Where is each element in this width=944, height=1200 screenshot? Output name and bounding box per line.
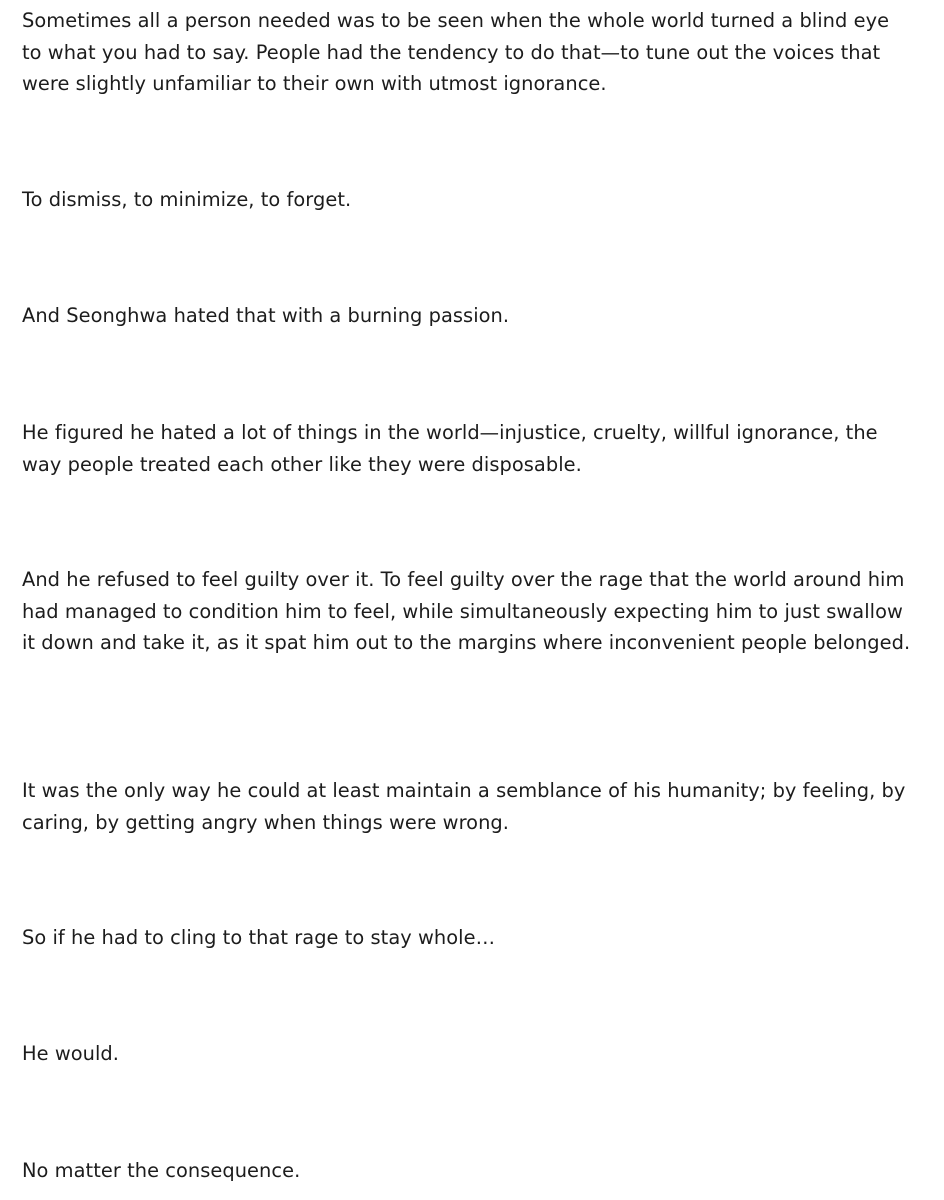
paragraph-5: And he refused to feel guilty over it. To feel guilty over the rage that the world around him had managed to condition him to feel, while simultaneously expecting him to just swallow it down and take it, as it spat him out to the margins where inconvenient people belonged. [22,568,911,654]
paragraph-4: He figured he hated a lot of things in the world—injustice, cruelty, willful ignorance, the way people treated each other like they were disposable. [22,421,878,476]
paragraph-1: Sometimes all a person needed was to be seen when the whole world turned a blind eye to what you had to say. People had the tendency to do that—to tune out the voices that were slightly unfamiliar to their own with utmost ignorance. [22,9,890,95]
paragraph-9: No matter the consequence. [22,1159,301,1182]
paragraph-6: It was the only way he could at least maintain a semblance of his humanity; by feeling, by caring, by getting angry when things were wrong. [22,779,906,834]
paragraph-2: To dismiss, to minimize, to forget. [22,188,352,211]
paragraph-8: He would. [22,1042,119,1065]
paragraph-7: So if he had to cling to that rage to stay whole… [22,926,496,949]
paragraph-3: And Seonghwa hated that with a burning passion. [22,304,510,327]
